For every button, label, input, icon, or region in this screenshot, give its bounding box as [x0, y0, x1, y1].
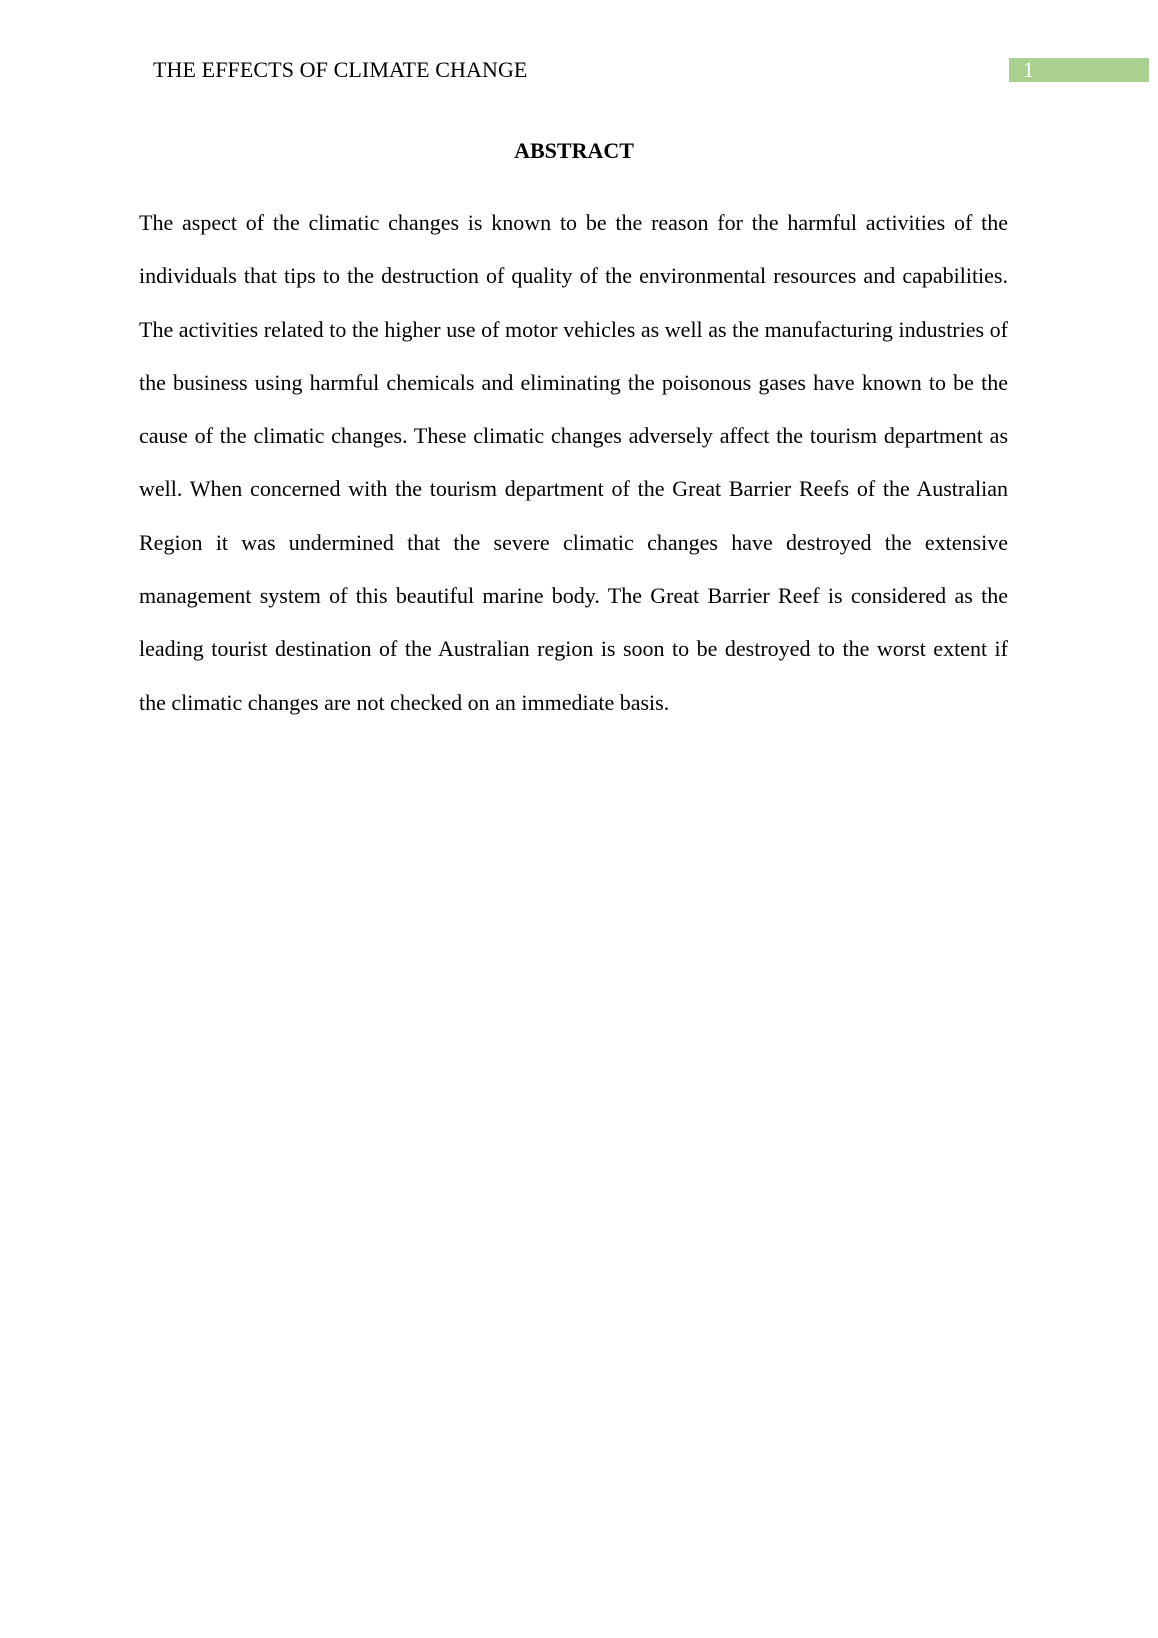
running-head: THE EFFECTS OF CLIMATE CHANGE: [153, 57, 528, 82]
abstract-heading: ABSTRACT: [514, 138, 634, 163]
abstract-paragraph: The aspect of the climatic changes is known to be the reason for the harmful activities of the individuals that tips to the destruction of quality of the environmental resources and capabilities. The activities related to the higher use of motor vehicles as well as the manufacturing industries of the business using harmful chemicals and eliminating the poisonous gases have known to be the cause of the climatic changes. These climatic changes adversely affect the tourism department as well. When concerned with the tourism department of the Great Barrier Reefs of the Australian Region it was undermined that the severe climatic changes have destroyed the extensive management system of this beautiful marine body. The Great Barrier Reef is considered as the leading tourist destination of the Australian region is soon to be destroyed to the worst extent if the climatic changes are not checked on an immediate basis.: [139, 210, 1008, 715]
page-number: 1: [1023, 57, 1034, 82]
page-number-badge: [1009, 58, 1149, 82]
